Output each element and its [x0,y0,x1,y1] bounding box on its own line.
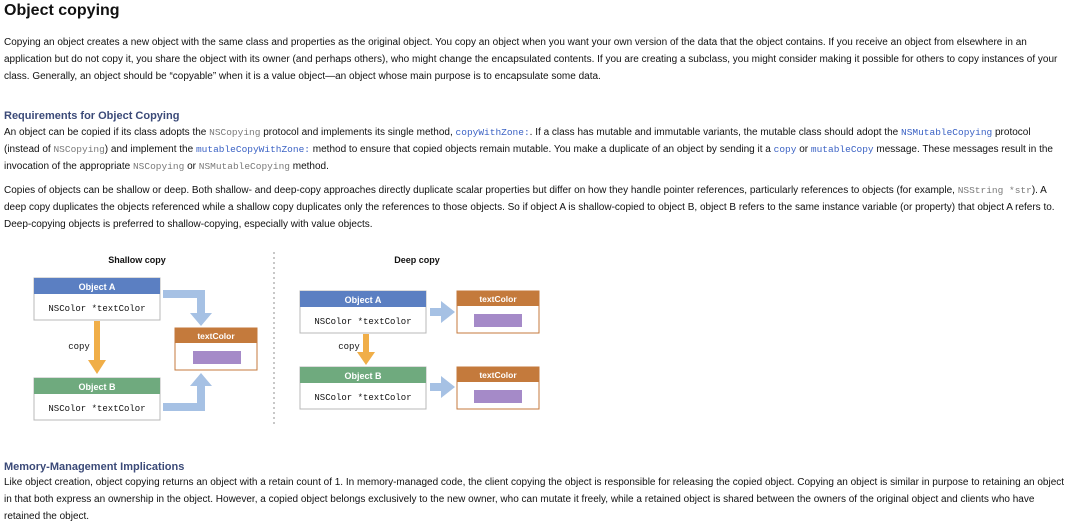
shallow-object-b [34,378,160,420]
deep-textcolor-box-a [457,291,539,333]
object-b-field: NSColor *textColor [314,393,412,403]
link-copywithzone[interactable]: copyWithZone: [455,127,530,138]
object-a-field: NSColor *textColor [314,317,412,327]
shallow-ref-arrow-a [163,290,212,326]
link-nsmutablecopying[interactable]: NSMutableCopying [901,127,993,138]
deep-copy-label: copy [338,342,360,352]
deep-object-b [300,367,426,409]
object-b-field: NSColor *textColor [48,404,146,414]
memory-paragraph: Like object creation, object copying returns an object with a retain count of 1. In memory-managed code, the client copying the object is responsible for releasing the copied object. Copying an object is similar in purpose to retaining an object in that both express an ownership in the object. However, a copied object belongs exclusively to the new owner, who can mutate it freely, while a retained object is shared between the owners of the original object and clients who have retained the object. [4,477,1065,522]
page-title: Object copying [4,2,120,19]
deep-ref-arrow-b [430,376,455,398]
code-nsmutablecopying: NSMutableCopying [198,161,290,172]
object-a-field: NSColor *textColor [48,304,146,314]
object-b-label: Object B [344,371,382,381]
intro-paragraph: Copying an object creates a new object with the same class and properties as the original object. You copy an object when you want your own version of the data that the object contains. If you receive an object from elsewhere in an application but do not copy it, you share the object with its owner (and perhaps others), who might change the encapsulated contents. If you are creating a subclass, you might consider making it possible for others to copy instances of your class. Generally, an object should be “copyable” when it is a value object—an object whose main purpose is to encapsulate some data. [4,37,1058,82]
object-a-label: Object A [78,282,116,292]
copy-diagram [0,248,560,433]
color-swatch [193,351,241,364]
textcolor-label: textColor [479,370,517,380]
requirements-heading: Requirements for Object Copying [4,110,180,122]
color-swatch [474,390,522,403]
code-nscopying: NSCopying [132,161,185,172]
code-nscopying: NSCopying [209,127,261,138]
memory-heading: Memory-Management Implications [4,461,185,473]
code-nscopying: NSCopying [53,144,105,155]
object-b-label: Object B [78,382,116,392]
shallow-object-a [34,278,160,320]
deep-textcolor-box-b [457,367,539,409]
shallow-copy-arrow [88,321,106,374]
link-copy[interactable]: copy [773,144,797,155]
object-a-label: Object A [344,295,382,305]
link-mutablecopy[interactable]: mutableCopy [810,144,874,155]
shallow-copy-label: copy [68,342,90,352]
textcolor-label: textColor [197,331,235,341]
shallow-ref-arrow-b [163,373,212,411]
deep-object-a [300,291,426,333]
deep-ref-arrow-a [430,301,455,323]
shallow-textcolor-box [175,328,257,370]
shallow-copy-title: Shallow copy [108,255,166,265]
textcolor-label: textColor [479,294,517,304]
link-mutablecopywithzone[interactable]: mutableCopyWithZone: [195,144,310,155]
requirements-paragraph-1: An object can be copied if its class adopts the NSCopying protocol and implements its single method, copyWithZone:. If a class has mutable and immutable variants, the mutable class should adopt the NSMutableCopying protocol (instead of NSCopying) and implement the mutableCopyWithZone: method to ensure that copied objects remain mutable. You make a duplicate of an object by sending it a copy or mutableCopy message. These messages result in the invocation of the appropriate NSCopying or NSMutableCopying method. [4,127,1053,172]
color-swatch [474,314,522,327]
requirements-paragraph-2: Copies of objects can be shallow or deep. Both shallow- and deep-copy approaches directly duplicate scalar properties but differ on how they handle pointer references, particularly references to objects (for example, NSString *str). A deep copy duplicates the objects referenced while a shallow copy duplicates only the references to those objects. So if object A is shallow-copied to object B, object B refers to the same instance variable (or property) that object A refers to. Deep-copying objects is preferred to shallow-copying, especially with value objects. [4,185,1055,230]
deep-copy-title: Deep copy [394,255,440,265]
code-nsstring-str: NSString *str [957,185,1032,196]
